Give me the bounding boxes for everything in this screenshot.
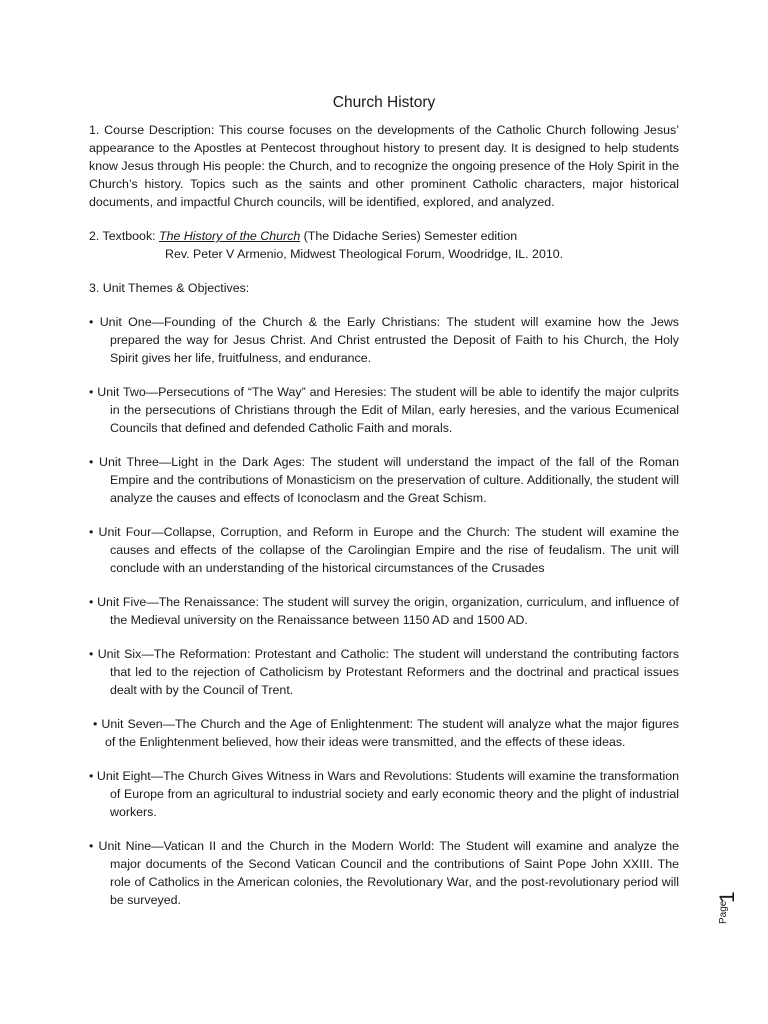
unit-item: • Unit Five—The Renaissance: The student will survey the origin, organization, curriculum, and influence of the Medieval university on the Renaissance between 1150 AD and 1500 AD. [89,595,679,627]
unit-item: • Unit Nine—Vatican II and the Church in the Modern World: The Student will examine and analyze the major documents of the Second Vatican Council and the contributions of Saint Pope John XXIII. The role of Catholics in the American colonies, the Revolutionary War, and the post-revolutionary period will be surveyed. [89,839,679,907]
page-number-marker [716,884,746,928]
document-body [89,93,679,925]
textbook-label: 2. Textbook: [89,229,160,243]
page-title: Church History [332,94,436,111]
unit-item: • Unit Eight—The Church Gives Witness in Wars and Revolutions: Students will examine the transformation of Europe from an agricultural to industrial society and early economic theory and the plight of industrial workers. [89,769,679,819]
textbook-author: Rev. Peter V Armenio, Midwest Theological Forum, Woodridge, IL. 2010. [165,247,564,261]
page-number: 1 [716,891,739,903]
course-description: 1. Course Description: This course focuses on the developments of the Catholic Church following Jesus’ appearance to the Apostles at Pentecost throughout history to present day. It is designed to help students know Jesus through His people: the Church, and to recognize the ongoing presence of the Holy Spirit in the Church’s history. Topics such as the saints and other prominent Catholic characters, major historical documents, and impactful Church councils, will be identified, explored, and analyzed. [89,123,679,209]
unit-item: • Unit Two—Persecutions of “The Way” and Heresies: The student will be able to identify the major culprits in the persecutions of Christians through the Edit of Milan, early heresies, and the various Ecumenical Councils that defined and defended Catholic Faith and morals. [89,385,679,435]
unit-item: • Unit Three—Light in the Dark Ages: The student will understand the impact of the fall of the Roman Empire and the contributions of Monasticism on the preservation of culture. Additionally, the student will analyze the causes and effects of Iconoclasm and the Great Schism. [89,455,679,505]
textbook-title: The History of the Church [159,229,301,243]
textbook-edition: (The Didache Series) Semester edition [300,229,518,243]
unit-heading: 3. Unit Themes & Objectives: [89,281,250,295]
textbook-section [89,227,679,263]
unit-item: • Unit Four—Collapse, Corruption, and Reform in Europe and the Church: The student will examine the causes and effects of the collapse of the Carolingian Empire and the rise of feudalism. The unit will conclude with an understanding of the historical circumstances of the Crusades [89,525,679,575]
unit-item: • Unit Six—The Reformation: Protestant and Catholic: The student will understand the contributing factors that led to the rejection of Catholicism by Protestant Reformers and the doctrinal and practical issues dealt with by the Council of Trent. [89,647,679,697]
unit-item: • Unit One—Founding of the Church & the Early Christians: The student will examine how the Jews prepared the way for Jesus Christ. And Christ entrusted the Deposit of Faith to his Church, the Holy Spirit gives her life, fruitfulness, and endurance. [89,315,679,365]
page-label: Page [718,900,729,924]
unit-item: • Unit Seven—The Church and the Age of Enlightenment: The student will analyze what the major figures of the Enlightenment believed, how their ideas were transmitted, and the effects of these ideas. [93,717,679,749]
